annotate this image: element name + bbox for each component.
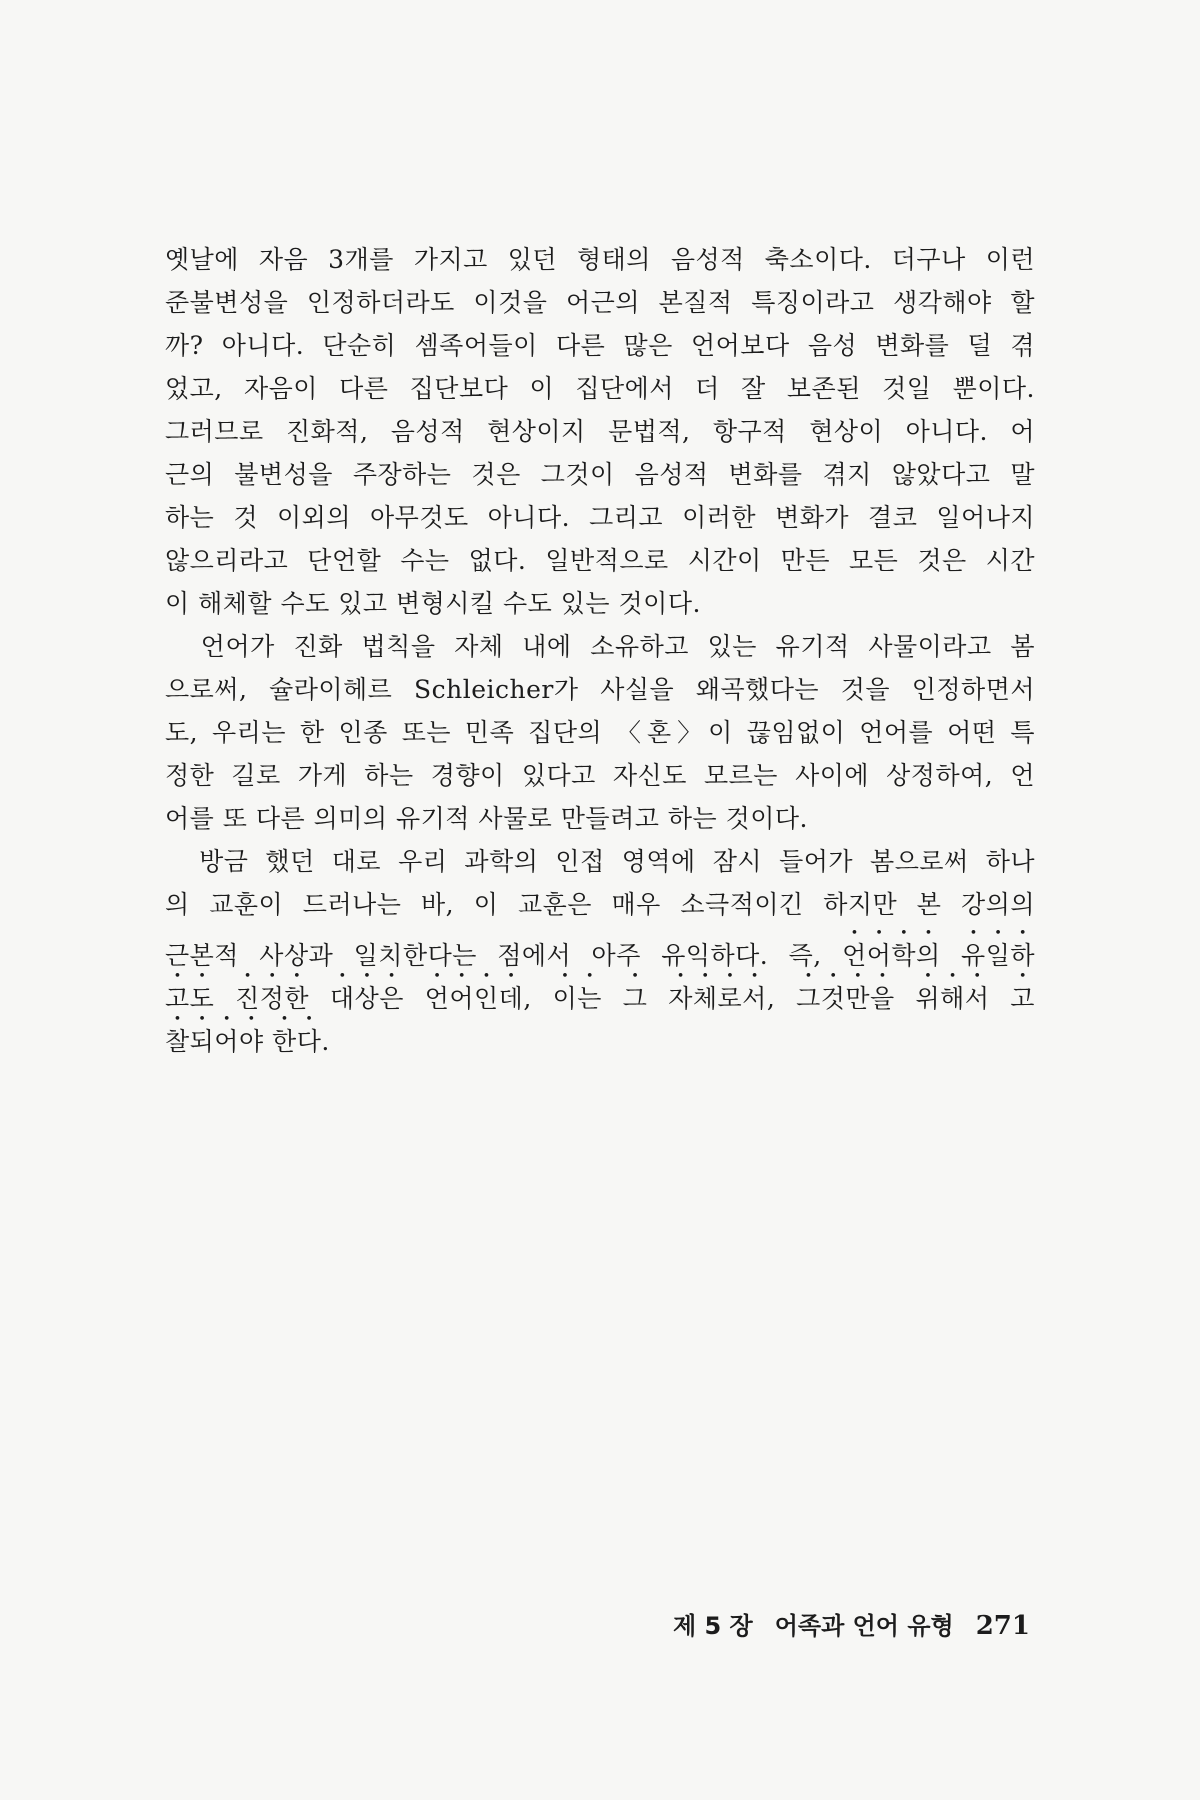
text-line: 근의 불변성을 주장하는 것은 그것이 음성적 변화를 겪지 않았다고 말 xyxy=(165,460,1035,489)
text-line xyxy=(165,969,1035,1012)
text-line: 이 해체할 수도 있고 변형시킬 수도 있는 것이다. xyxy=(165,589,701,618)
text-line: 방금 했던 대로 우리 과학의 인접 영역에 잠시 들어가 봄으로써 하나 xyxy=(165,847,1035,876)
text-line: 않으리라고 단언할 수는 없다. 일반적으로 시간이 만든 모든 것은 시간 xyxy=(165,546,1035,575)
text-line: 하는 것 이외의 아무것도 아니다. 그리고 이러한 변화가 결코 일어나지 xyxy=(165,503,1035,532)
text-line: 으로써, 슐라이헤르 Schleicher가 사실을 왜곡했다는 것을 인정하면서 xyxy=(165,675,1035,704)
text-line: 도, 우리는 한 인종 또는 민족 집단의 〈혼〉이 끊임없이 언어를 어떤 특 xyxy=(165,718,1035,747)
text-segment: , xyxy=(766,984,797,1013)
body-text xyxy=(165,238,1035,1055)
emphasized-text: 그것만을 위해서 고 xyxy=(796,984,1035,1013)
chapter-label: 제 5 장 xyxy=(672,1612,753,1640)
text-line: 의 교훈이 드러나는 바, 이 교훈은 매우 소극적이긴 하지만 본 강의의 xyxy=(165,890,1035,919)
text-segment: , xyxy=(523,984,553,1013)
page-number: 271 xyxy=(975,1611,1030,1641)
text-line xyxy=(165,926,1035,969)
text-line: 그러므로 진화적, 음성적 현상이지 문법적, 항구적 현상이 아니다. 어 xyxy=(165,417,1035,446)
text-line xyxy=(165,1012,1035,1055)
text-line: 까? 아니다. 단순히 셈족어들이 다른 많은 언어보다 음성 변화를 덜 겪 xyxy=(165,331,1035,360)
text-line: 었고, 자음이 다른 집단보다 이 집단에서 더 잘 보존된 것일 뿐이다. xyxy=(165,374,1035,403)
emphasized-text: 이는 그 자체로서 xyxy=(552,984,767,1013)
text-line: 언어가 진화 법칙을 자체 내에 소유하고 있는 유기적 사물이라고 봄 xyxy=(165,632,1035,661)
text-line: 옛날에 자음 3개를 가지고 있던 형태의 음성적 축소이다. 더구나 이런 xyxy=(165,245,1035,274)
text-line: 어를 또 다른 의미의 유기적 사물로 만들려고 하는 것이다. xyxy=(165,804,808,833)
text-line: 정한 길로 가게 하는 경향이 있다고 자신도 모르는 사이에 상정하여, 언 xyxy=(165,761,1035,790)
emphasized-text: 언어학의 유일하 xyxy=(842,941,1035,970)
running-footer xyxy=(660,1606,1030,1646)
text-line: 준불변성을 인정하더라도 이것을 어근의 본질적 특징이라고 생각해야 할 xyxy=(165,288,1035,317)
text-segment: . xyxy=(321,1027,330,1056)
chapter-title: 어족과 언어 유형 xyxy=(774,1612,954,1640)
emphasized-text: 찰되어야 한다 xyxy=(165,1027,322,1056)
text-segment: 근본적 사상과 일치한다는 점에서 아주 유익하다. 즉, xyxy=(165,941,843,970)
emphasized-text: 고도 진정한 대상은 언어인데 xyxy=(165,984,524,1013)
